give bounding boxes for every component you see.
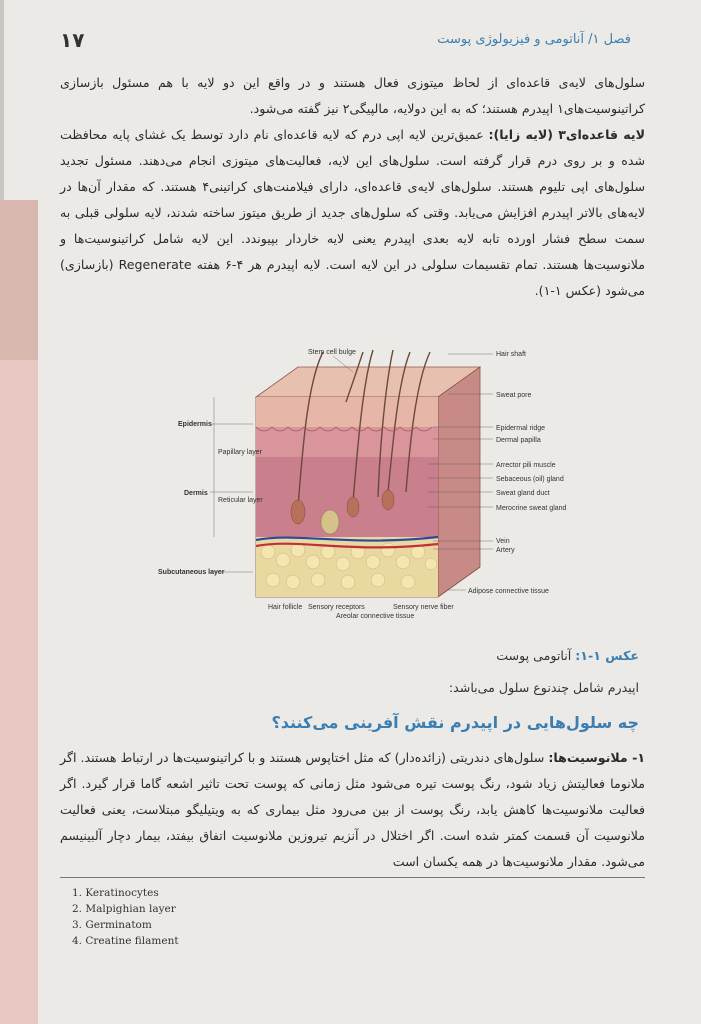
label-adipose-tissue: Adipose connective tissue [468, 588, 549, 595]
label-arrector-pili: Arrector pili muscle [496, 462, 556, 469]
label-hair-shaft: Hair shaft [496, 351, 526, 358]
label-sensory-receptors: Sensory receptors [308, 604, 365, 611]
melanocytes-text: سلول‌های دندریتی (زائده‌دار) که مثل اختاپوس هستند و با کراتینوسیت‌ها در ارتباط هستند. اگر ملانوما فعالیتش زیاد شود، رنگ پوست تیره می‌شود مثل زمانی که پوست تحت تاثیر اشعه گاما قرار گیرد. اگر فعالیت ملانوسیت‌ها کاهش یابد، رنگ پوست از بین می‌رود مثل بیماری که به ویتیلیگو مبتلاست، یعنی فعالیت ملانوسیت آن قسمت کمتر شده است. اگر اختلال در آنزیم تیروزین ملانوسیت اتفاق بیفتد، بیمار دچار آلبینیسم می‌شود. مقدار ملانوسیت‌ها در همه یکسان است [60, 750, 645, 869]
figure-caption [496, 648, 639, 663]
page-header [60, 28, 631, 54]
basal-layer-text: عمیق‌ترین لایه اپی درم که لایه قاعده‌ای نام دارد توسط یک غشای پایه محافظت شده و بر روی درم قرار گرفته است. سلول‌های این لایه، فعالیت‌های میتوزی انجام می‌دهند. مسئول تجدید سلول‌های اپی تلیوم هستند. سلول‌های لایه‌ی قاعده‌ای، دارای فیلامنت‌های کراتینی۴ هستند. که مقدار آن‌ها در لایه‌های بالاتر اپیدرم افزایش می‌یابد. وقتی که سلول‌های جدید از طریق میتوز ساخته شدند، لایه سلولی قبلی به سمت سطح فشار اورده تابه لایه بعدی اپیدرم یعنی لایه خاردار بپیوندد. این لایه شامل کراتینوسیت‌ها و ملانوسیت‌ها هستند. تمام تقسیمات سلولی در این لایه است. لایه اپیدرم هر ۴-۶ هفته Regenerate (بازسازی) می‌شود (عکس ۱-۱). [60, 127, 645, 298]
footnote-3: 3. Germinatom [72, 919, 152, 931]
figure-number: عکس ۱-۱: [575, 648, 639, 663]
footnote-2: 2. Malpighian layer [72, 903, 176, 915]
paragraph-melanocytes [60, 745, 645, 875]
label-dermis: Dermis [184, 490, 208, 497]
paragraph-basal-layer [60, 122, 645, 304]
label-vein: Vein [496, 538, 510, 545]
footnote-4: 4. Creatine filament [72, 935, 179, 947]
label-sweat-gland-duct: Sweat gland duct [496, 490, 550, 497]
figure-caption-text: آناتومی پوست [496, 648, 576, 663]
epidermis-intro: اپیدرم شامل چندنوع سلول می‌باشد: [448, 680, 639, 695]
footnotes [72, 885, 179, 949]
section-heading: چه سلول‌هایی در اپیدرم نقش آفرینی می‌کنند؟ [271, 713, 639, 732]
label-epidermal-ridge: Epidermal ridge [496, 425, 546, 432]
label-sebaceous-gland: Sebaceous (oil) gland [496, 476, 564, 483]
label-artery: Artery [496, 547, 515, 554]
skin-anatomy-figure [148, 342, 567, 622]
chapter-title: فصل ۱/ آناتومی و فیزیولوژی پوست [437, 32, 631, 47]
label-papillary-layer: Papillary layer [218, 449, 262, 456]
label-epidermis: Epidermis [178, 421, 212, 428]
label-merocrine-sweat-gland: Merocrine sweat gland [496, 505, 567, 512]
text-block-melanocytes [60, 745, 645, 875]
label-stem-cell-bulge: Stem cell bulge [308, 349, 356, 356]
footnote-divider [60, 877, 645, 878]
page-edge-tint [0, 360, 38, 1024]
page-edge-tab [0, 200, 38, 360]
melanocytes-label: ۱- ملانوسیت‌ها: [548, 750, 645, 765]
label-hair-follicle: Hair follicle [268, 604, 303, 611]
footnote-1: 1. Keratinocytes [72, 887, 159, 899]
page-number: ۱۷ [60, 28, 85, 52]
label-subcutaneous-layer: Subcutaneous layer [158, 569, 225, 576]
text-block-top [60, 70, 645, 304]
label-sensory-nerve: Sensory nerve fiber [393, 604, 454, 611]
label-reticular-layer: Reticular layer [218, 497, 263, 504]
label-areolar-tissue: Areolar connective tissue [336, 613, 415, 620]
paragraph-intro: سلول‌های لایه‌ی قاعده‌ای از لحاظ میتوزی فعال هستند و در واقع این دو لایه با هم مسئول بازسازی کراتینوسیت‌های۱ اپیدرم هستند؛ که به این دولایه، مالپیگی۲ نیز گفته می‌شود. [60, 75, 645, 116]
basal-layer-label: لایه قاعده‌ای۳ (لایه زایا): [488, 127, 645, 142]
label-dermal-papilla: Dermal papilla [496, 437, 541, 444]
label-sweat-pore: Sweat pore [496, 392, 532, 399]
